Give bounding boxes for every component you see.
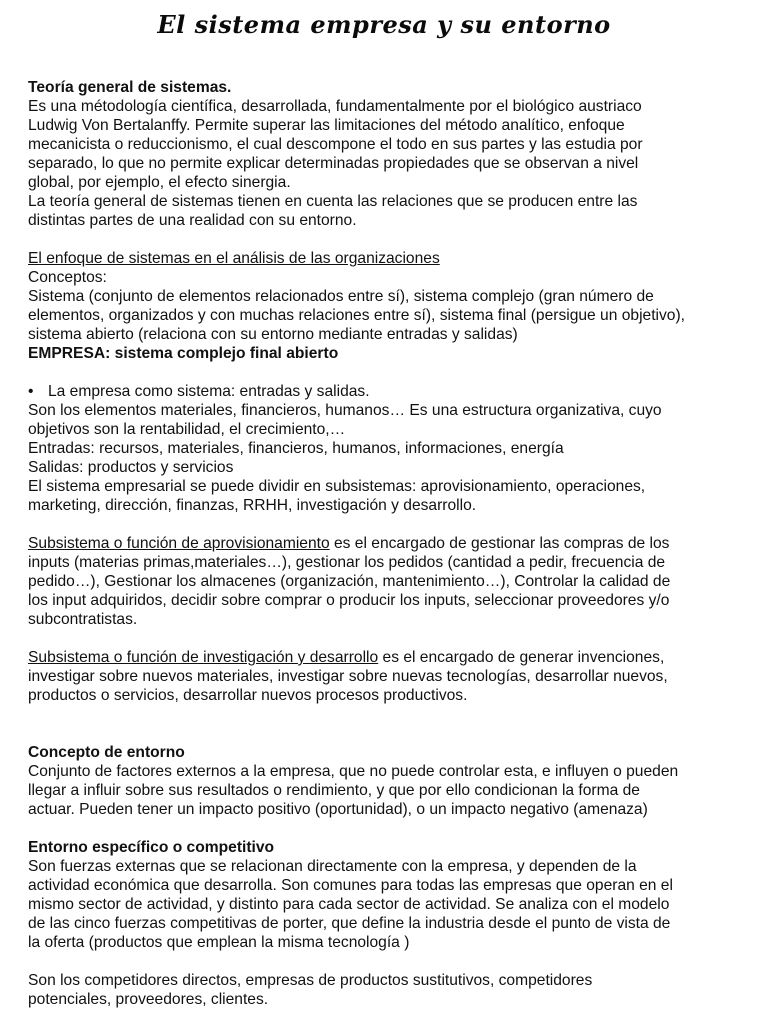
text-line: potenciales, proveedores, clientes. bbox=[28, 991, 269, 1008]
spacer bbox=[28, 629, 740, 648]
text-line: llegar a influir sobre sus resultados o rendimiento, y que por ello condicionan la forma de bbox=[28, 782, 640, 799]
text-line: El sistema empresarial se puede dividir en subsistemas: aprovisionamiento, operaciones, bbox=[28, 478, 646, 495]
text-line: Son los competidores directos, empresas de productos sustitutivos, competidores bbox=[28, 972, 593, 989]
text-fragment: es el encargado de generar invenciones, bbox=[378, 649, 665, 666]
text-line bbox=[28, 648, 740, 667]
subsystem-title-aprovisionamiento: Subsistema o función de aprovisionamiento bbox=[28, 535, 330, 552]
text-line: sistema abierto (relaciona con su entorno mediante entradas y salidas) bbox=[28, 326, 518, 343]
bold-statement: EMPRESA: sistema complejo final abierto bbox=[28, 345, 339, 362]
text-line bbox=[28, 534, 740, 553]
section-heading-entorno: Concepto de entorno bbox=[28, 744, 185, 761]
text-line: marketing, dirección, finanzas, RRHH, investigación y desarrollo. bbox=[28, 497, 477, 514]
text-line: global, por ejemplo, el efecto sinergia. bbox=[28, 174, 291, 191]
spacer bbox=[28, 952, 740, 971]
spacer bbox=[28, 230, 740, 249]
text-line: pedido…), Gestionar los almacenes (organización, mantenimiento…), Controlar la calidad de bbox=[28, 573, 671, 590]
text-line: objetivos son la rentabilidad, el crecimiento,… bbox=[28, 421, 346, 438]
text-line: Conjunto de factores externos a la empresa, que no puede controlar esta, e influyen o pueden bbox=[28, 763, 679, 780]
text-line: de las cinco fuerzas competitivas de porter, que define la industria desde el punto de vista de bbox=[28, 915, 671, 932]
text-line: subcontratistas. bbox=[28, 611, 138, 628]
text-line: Son fuerzas externas que se relacionan directamente con la empresa, y dependen de la bbox=[28, 858, 637, 875]
text-line: investigar sobre nuevos materiales, investigar sobre nuevas tecnologías, desarrollar nuevos, bbox=[28, 668, 668, 685]
text-line: Salidas: productos y servicios bbox=[28, 459, 234, 476]
bullet-text: La empresa como sistema: entradas y salidas. bbox=[48, 383, 370, 400]
text-line: elementos, organizados y con muchas relaciones entre sí), sistema final (persigue un objetivo), bbox=[28, 307, 686, 324]
text-line: separado, lo que no permite explicar determinadas propiedades que se observan a nivel bbox=[28, 155, 639, 172]
document-body bbox=[28, 78, 740, 1009]
text-line: Ludwig Von Bertalanffy. Permite superar las limitaciones del método analítico, enfoque bbox=[28, 117, 625, 134]
spacer bbox=[28, 515, 740, 534]
text-fragment: es el encargado de gestionar las compras de los bbox=[329, 535, 670, 552]
text-line: inputs (materias primas,materiales…), gestionar los pedidos (cantidad a pedir, frecuencia de bbox=[28, 554, 666, 571]
bullet-item bbox=[28, 382, 740, 401]
text-line: Entradas: recursos, materiales, financieros, humanos, informaciones, energía bbox=[28, 440, 564, 457]
bullet-icon: • bbox=[28, 383, 34, 400]
subsystem-title-investigacion: Subsistema o función de investigación y desarrollo bbox=[28, 649, 379, 666]
section-heading-enfoque: El enfoque de sistemas en el análisis de las organizaciones bbox=[28, 250, 440, 267]
text-line: Son los elementos materiales, financieros, humanos… Es una estructura organizativa, cuyo bbox=[28, 402, 662, 419]
spacer bbox=[28, 363, 740, 382]
text-line: mecanicista o reduccionismo, el cual descompone el todo en sus partes y las estudia por bbox=[28, 136, 643, 153]
text-line: actividad económica que desarrolla. Son comunes para todas las empresas que operan en el bbox=[28, 877, 673, 894]
text-line: la oferta (productos que emplean la misma tecnología ) bbox=[28, 934, 410, 951]
text-line: los input adquiridos, decidir sobre comprar o producir los inputs, seleccionar proveedores y/o bbox=[28, 592, 670, 609]
section-heading-entorno-especifico: Entorno específico o competitivo bbox=[28, 839, 275, 856]
text-line: Es una métodología científica, desarrollada, fundamentalmente por el biológico austriaco bbox=[28, 98, 642, 115]
document-title: El sistema empresa y su entorno bbox=[157, 10, 611, 39]
spacer bbox=[28, 819, 740, 838]
text-line: actuar. Pueden tener un impacto positivo (oportunidad), o un impacto negativo (amenaza) bbox=[28, 801, 648, 818]
spacer bbox=[28, 705, 740, 743]
text-line: productos o servicios, desarrollar nuevos procesos productivos. bbox=[28, 687, 468, 704]
text-line: Conceptos: bbox=[28, 269, 107, 286]
text-line: La teoría general de sistemas tienen en cuenta las relaciones que se producen entre las bbox=[28, 193, 638, 210]
text-line: distintas partes de una realidad con su entorno. bbox=[28, 212, 357, 229]
section-heading-teoria: Teoría general de sistemas. bbox=[28, 79, 232, 96]
text-line: mismo sector de actividad, y distinto para cada sector de actividad. Se analiza con el modelo bbox=[28, 896, 670, 913]
text-line: Sistema (conjunto de elementos relacionados entre sí), sistema complejo (gran número de bbox=[28, 288, 654, 305]
